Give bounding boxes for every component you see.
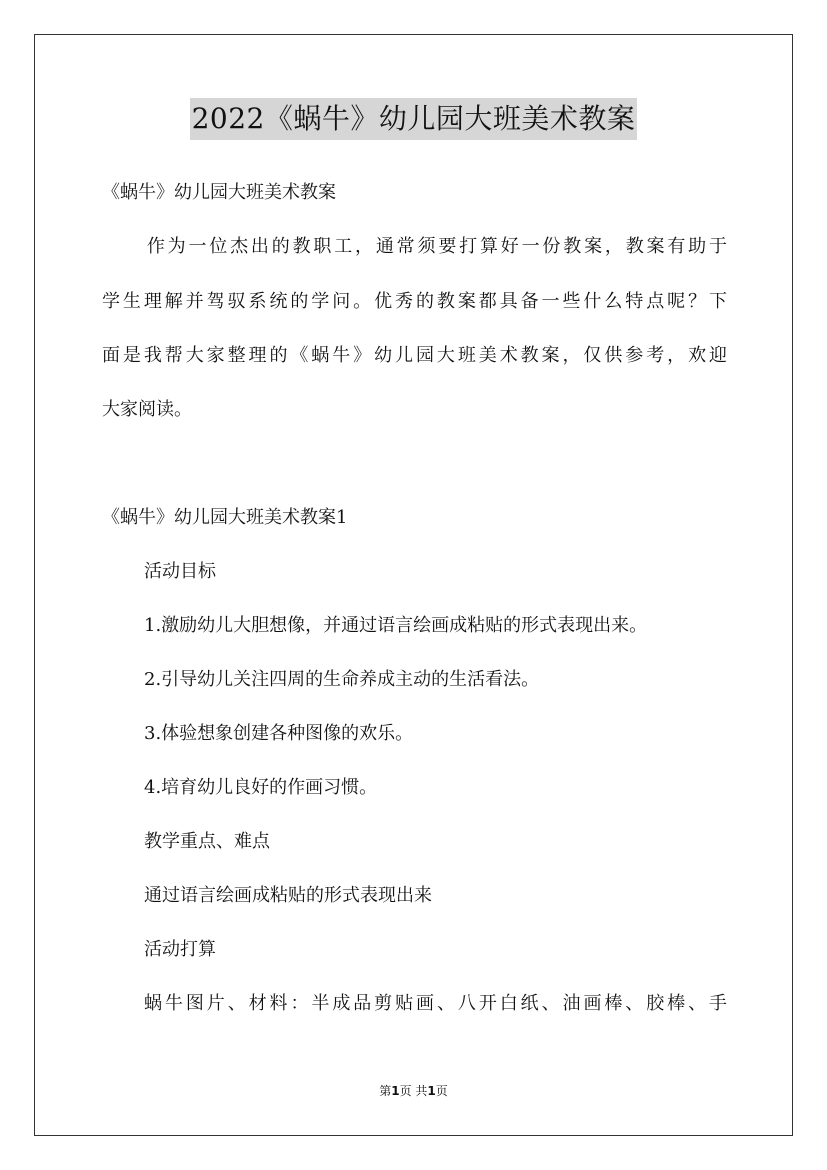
- document-title: [0, 98, 827, 140]
- footer-page-number: 1: [391, 1084, 400, 1098]
- intro-line-2: 学生理解并驾驭系统的学问。优秀的教案都具备一些什么特点呢？下: [102, 291, 727, 312]
- intro-line-1: 作为一位杰出的教职工，通常须要打算好一份教案，教案有助于: [144, 236, 727, 257]
- document-subtitle: 《蜗牛》幼儿园大班美术教案: [102, 182, 336, 203]
- goal-item-1: 1.激励幼儿大胆想像，并通过语言绘画成粘贴的形式表现出来。: [144, 615, 648, 636]
- heading-key-points: 教学重点、难点: [144, 831, 270, 852]
- intro-line-3: 面是我帮大家整理的《蜗牛》幼儿园大班美术教案，仅供参考，欢迎: [102, 345, 727, 366]
- footer-total-pages: 1: [427, 1084, 436, 1098]
- goal-item-2: 2.引导幼儿关注四周的生命养成主动的生活看法。: [144, 669, 540, 690]
- preparation-text: 蜗牛图片、材料：半成品剪贴画、八开白纸、油画棒、胶棒、手: [144, 993, 727, 1014]
- key-points-text: 通过语言绘画成粘贴的形式表现出来: [144, 885, 432, 906]
- intro-line-4: 大家阅读。: [102, 399, 192, 420]
- page-footer: [0, 1083, 827, 1099]
- document-title-text: 2022《蜗牛》幼儿园大班美术教案: [190, 98, 638, 140]
- footer-suffix: 页: [435, 1084, 448, 1098]
- footer-mid: 页 共: [399, 1084, 428, 1098]
- goal-item-3: 3.体验想象创建各种图像的欢乐。: [144, 723, 414, 744]
- heading-preparation: 活动打算: [144, 939, 216, 960]
- section-title: 《蜗牛》幼儿园大班美术教案1: [102, 507, 348, 528]
- goal-item-4: 4.培育幼儿良好的作画习惯。: [144, 777, 378, 798]
- footer-prefix: 第: [379, 1084, 392, 1098]
- heading-activity-goals: 活动目标: [144, 561, 216, 582]
